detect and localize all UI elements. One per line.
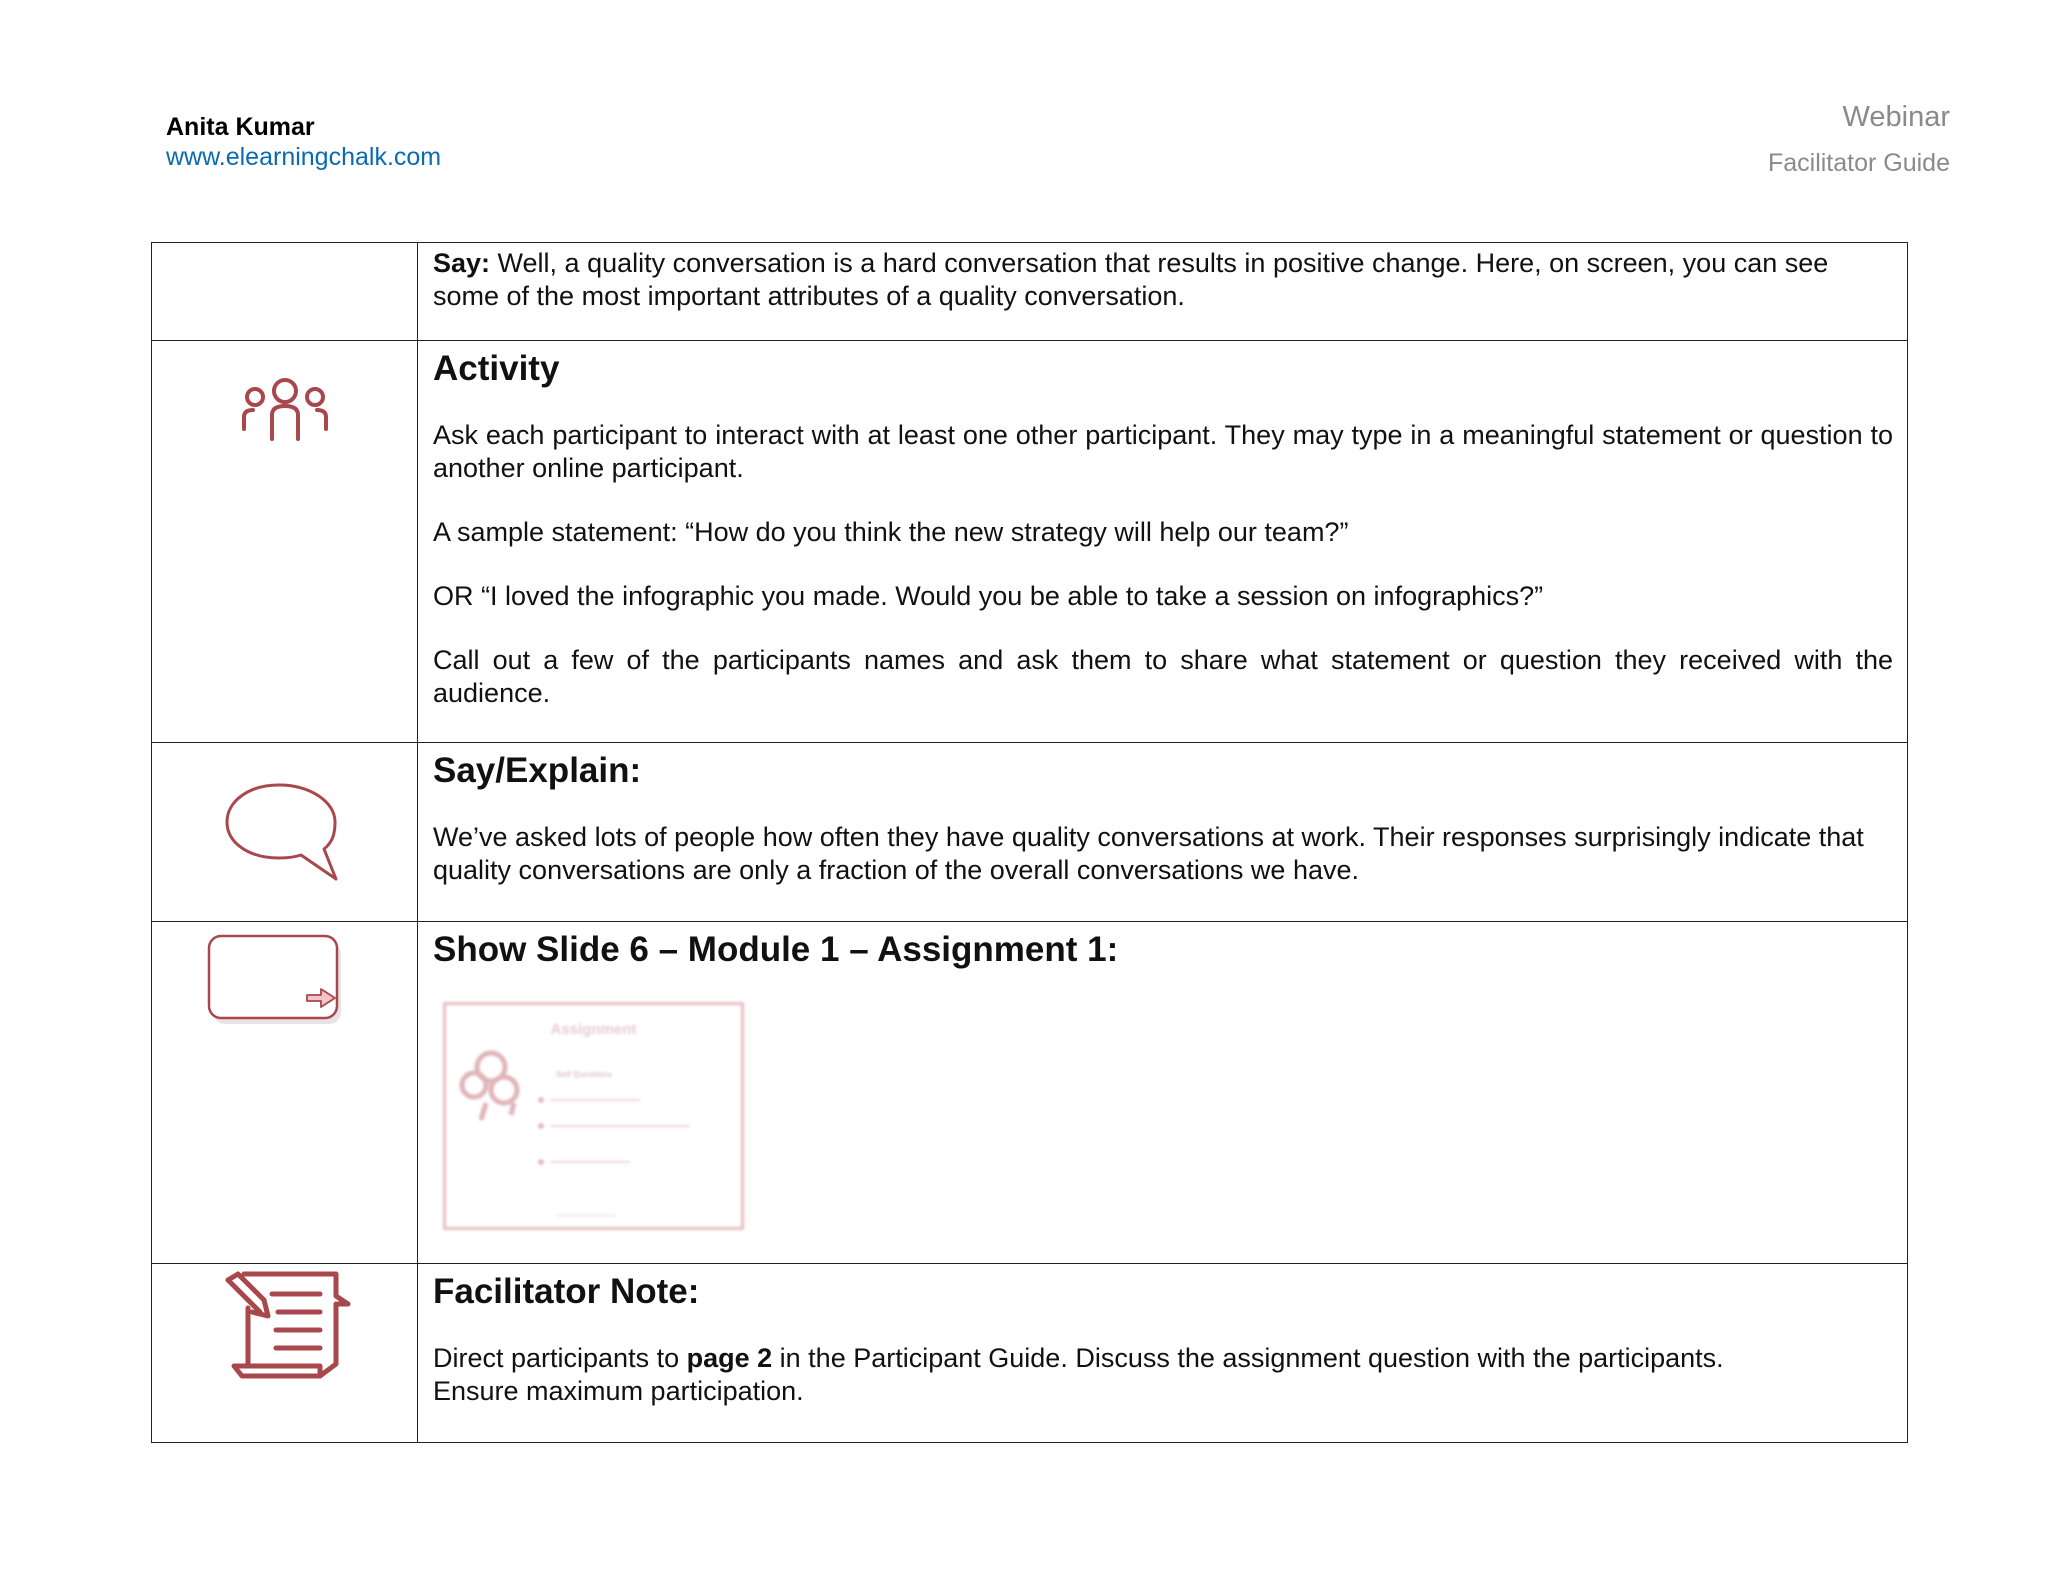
thumbnail-subtitle: Self Questions — [556, 1070, 613, 1079]
icon-cell-empty — [152, 243, 418, 341]
thumbnail-footer-line — [556, 1215, 616, 1216]
row-explain — [152, 743, 1908, 922]
slide-heading: Show Slide 6 – Module 1 – Assignment 1: — [433, 930, 1119, 969]
speech-bubble-icon — [224, 781, 342, 886]
note-text-line2: Ensure maximum participation. — [433, 1376, 804, 1406]
say-text: Well, a quality conversation is a hard conversation that results in positive change. Here, on screen, you can see some of the most important attributes of a quality conversation. — [433, 248, 1829, 311]
activity-heading: Activity — [433, 349, 560, 388]
website-link[interactable]: www.elearningchalk.com — [166, 143, 442, 171]
content-activity — [418, 341, 1908, 743]
say-label: Say: — [433, 248, 491, 278]
header-right — [1768, 100, 1950, 178]
activity-paragraph-1: Ask each participant to interact with at least one other participant. They may type in a meaningful statement or question to another online participant. — [433, 420, 1893, 483]
slide-arrow-icon — [207, 934, 343, 1031]
row-say — [152, 243, 1908, 341]
content-note — [418, 1264, 1908, 1443]
content-slide — [418, 922, 1908, 1264]
group-people-icon — [237, 373, 333, 450]
activity-paragraph-2: A sample statement: “How do you think the new strategy will help our team?” — [433, 517, 1349, 547]
note-text-before: Direct participants to — [433, 1343, 687, 1373]
note-heading: Facilitator Note: — [433, 1272, 700, 1311]
thumbnail-title: Assignment — [550, 1021, 637, 1038]
notes-scroll-icon — [224, 1268, 354, 1385]
thumbnail-line — [550, 1161, 630, 1163]
row-note — [152, 1264, 1908, 1443]
row-activity — [152, 341, 1908, 743]
icon-cell-activity — [152, 341, 418, 743]
header-left — [166, 112, 441, 172]
say-paragraph — [433, 247, 1893, 313]
icon-cell-explain — [152, 743, 418, 922]
activity-paragraph-4: Call out a few of the participants names and ask them to share what statement or question they received with the audience. — [433, 645, 1893, 708]
explain-paragraph: We’ve asked lots of people how often they have quality conversations at work. Their responses surprisingly indicate that quality conversations are only a fraction of the overall conversations we have. — [433, 822, 1864, 885]
thumbnail-line — [550, 1099, 640, 1101]
icon-cell-slide — [152, 922, 418, 1264]
content-say — [418, 243, 1908, 341]
activity-paragraph-3: OR “I loved the infographic you made. Would you be able to take a session on infographics?” — [433, 581, 1544, 611]
document-type: Webinar — [1842, 101, 1950, 133]
note-page-reference: page 2 — [686, 1343, 773, 1373]
thumbnail-bullet — [538, 1123, 544, 1129]
note-text-after: in the Participant Guide. Discuss the assignment question with the participants. — [772, 1343, 1724, 1373]
explain-heading: Say/Explain: — [433, 751, 642, 790]
slide-thumbnail — [443, 1002, 744, 1230]
document-subtitle: Facilitator Guide — [1767, 149, 1950, 177]
thumbnail-line — [550, 1125, 690, 1127]
content-explain — [418, 743, 1908, 922]
thumbnail-people-icon — [456, 1045, 536, 1125]
thumbnail-bullet — [538, 1097, 544, 1103]
thumbnail-bullet — [538, 1159, 544, 1165]
author-name: Anita Kumar — [166, 113, 315, 141]
note-paragraph — [433, 1342, 1893, 1408]
icon-cell-note — [152, 1264, 418, 1443]
row-slide — [152, 922, 1908, 1264]
facilitator-table — [151, 242, 1908, 1443]
